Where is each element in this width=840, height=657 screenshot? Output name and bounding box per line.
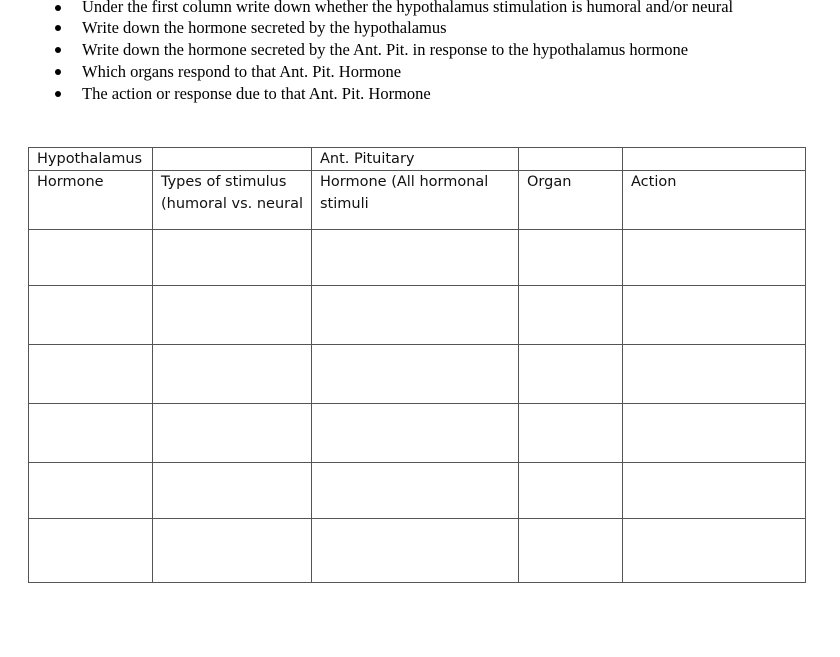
table-cell[interactable] bbox=[623, 463, 806, 519]
table-cell[interactable] bbox=[623, 404, 806, 463]
bullet-icon bbox=[55, 69, 61, 75]
instruction-text: The action or response due to that Ant. Pit. Hormone bbox=[82, 84, 431, 103]
table-cell[interactable] bbox=[312, 345, 519, 404]
header-cell-ant-pituitary: Ant. Pituitary bbox=[312, 148, 519, 171]
table-row bbox=[29, 463, 806, 519]
instruction-item bbox=[52, 39, 772, 61]
instruction-text: Write down the hormone secreted by the Ant. Pit. in response to the hypothalamus hormone bbox=[82, 40, 689, 59]
bullet-icon bbox=[55, 25, 61, 31]
table-cell[interactable] bbox=[312, 286, 519, 345]
table-cell[interactable] bbox=[29, 345, 153, 404]
table-cell[interactable] bbox=[312, 230, 519, 286]
table-row bbox=[29, 345, 806, 404]
header-cell-empty bbox=[519, 148, 623, 171]
instruction-item bbox=[52, 83, 772, 105]
header-cell-action: Action bbox=[623, 171, 806, 230]
header-cell-empty bbox=[153, 148, 312, 171]
instruction-item bbox=[52, 61, 772, 83]
table-cell[interactable] bbox=[519, 230, 623, 286]
table-cell[interactable] bbox=[29, 286, 153, 345]
instruction-list bbox=[52, 0, 772, 105]
table-cell[interactable] bbox=[312, 404, 519, 463]
table-row bbox=[29, 286, 806, 345]
header-cell-stimulus-type bbox=[153, 171, 312, 230]
header-cell-hormone: Hormone bbox=[29, 171, 153, 230]
table-cell[interactable] bbox=[153, 230, 312, 286]
table-cell[interactable] bbox=[623, 286, 806, 345]
table-cell[interactable] bbox=[519, 286, 623, 345]
table-cell[interactable] bbox=[153, 404, 312, 463]
table-cell[interactable] bbox=[519, 519, 623, 583]
header-cell-pituitary-hormone bbox=[312, 171, 519, 230]
bullet-icon bbox=[55, 5, 61, 11]
table-cell[interactable] bbox=[312, 519, 519, 583]
header-text: Hormone (All hormonal stimuli bbox=[320, 174, 489, 212]
header-row bbox=[29, 171, 806, 230]
instruction-item bbox=[52, 0, 772, 17]
header-cell-organ: Organ bbox=[519, 171, 623, 230]
table-cell[interactable] bbox=[623, 230, 806, 286]
table-cell[interactable] bbox=[623, 519, 806, 583]
bullet-icon bbox=[55, 91, 61, 97]
table-cell[interactable] bbox=[29, 463, 153, 519]
instruction-text: Write down the hormone secreted by the hypothalamus bbox=[82, 18, 447, 37]
instruction-text: Which organs respond to that Ant. Pit. Hormone bbox=[82, 62, 402, 81]
table-cell[interactable] bbox=[29, 404, 153, 463]
table-row bbox=[29, 404, 806, 463]
instruction-text: Under the first column write down whether the hypothalamus stimulation is humoral and/or neural bbox=[82, 0, 734, 16]
worksheet-table bbox=[28, 147, 806, 583]
table-row bbox=[29, 519, 806, 583]
table-cell[interactable] bbox=[519, 345, 623, 404]
header-cell-empty bbox=[623, 148, 806, 171]
table-cell[interactable] bbox=[29, 230, 153, 286]
table-cell[interactable] bbox=[623, 345, 806, 404]
instruction-item bbox=[52, 17, 772, 39]
table-cell[interactable] bbox=[153, 286, 312, 345]
header-text: Types of stimulus (humoral vs. neural bbox=[161, 174, 304, 212]
bullet-icon bbox=[55, 47, 61, 53]
table-cell[interactable] bbox=[153, 345, 312, 404]
table-cell[interactable] bbox=[29, 519, 153, 583]
table-cell[interactable] bbox=[153, 519, 312, 583]
table-cell[interactable] bbox=[153, 463, 312, 519]
table-cell[interactable] bbox=[519, 404, 623, 463]
header-cell-hypothalamus: Hypothalamus bbox=[29, 148, 153, 171]
header-row bbox=[29, 148, 806, 171]
table-row bbox=[29, 230, 806, 286]
table-cell[interactable] bbox=[519, 463, 623, 519]
table-cell[interactable] bbox=[312, 463, 519, 519]
